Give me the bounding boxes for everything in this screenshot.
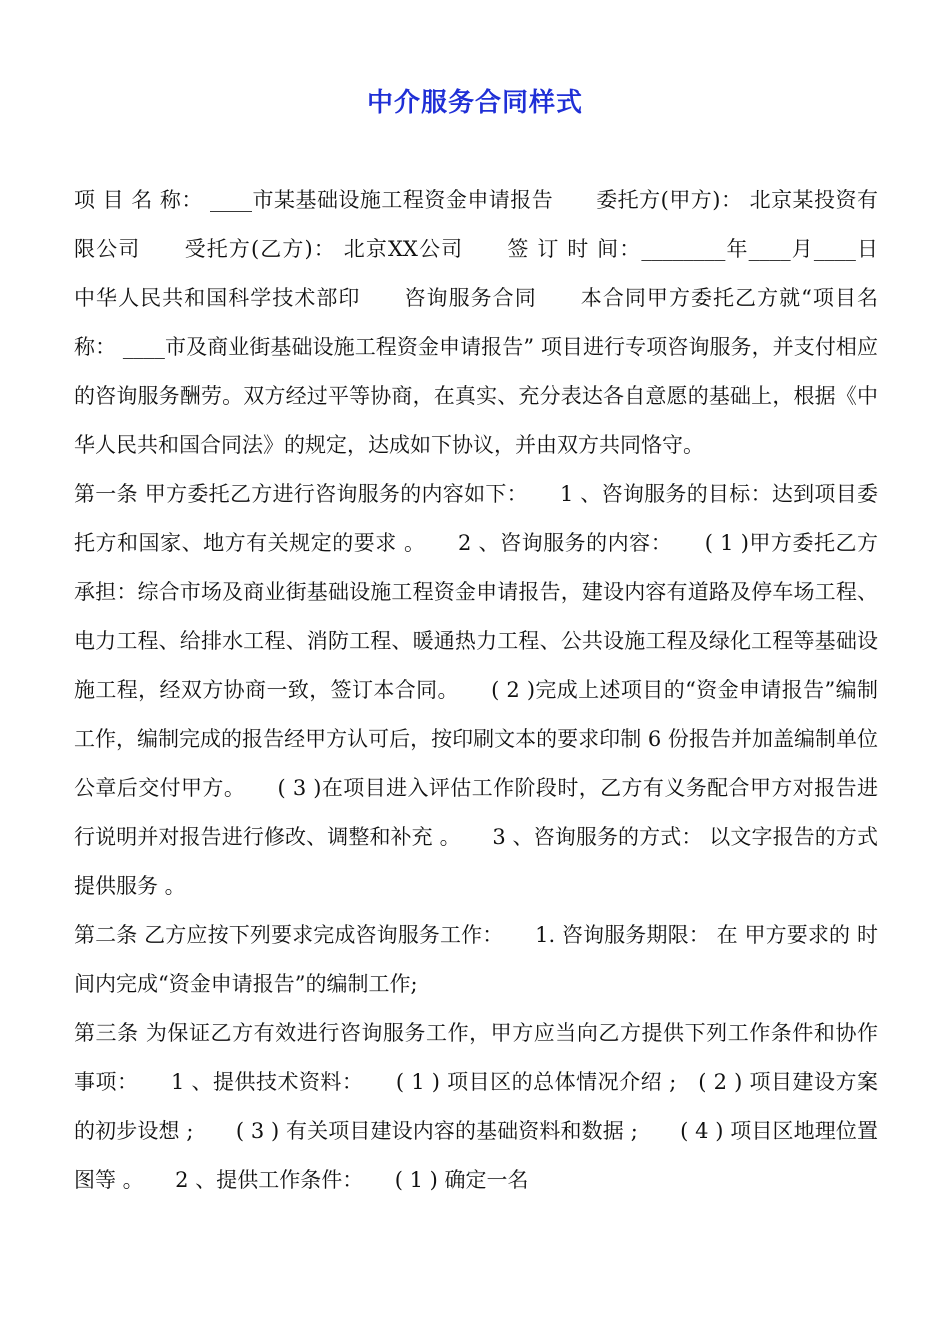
document-body	[74, 176, 920, 1205]
article-one-paragraph: 第一条 甲方委托乙方进行咨询服务的内容如下： 1 、咨询服务的目标：达到项目委托方和国家、地方有关规定的要求 。 2 、咨询服务的内容： ( 1 )甲方委托乙方承担：综合市场及商业街基础设施工程资金申请报告，建设内容有道路及停车场工程、电力工程、给排水工程、消防工程、暖通热力工程、公共设施工程及绿化工程等基础设施工程，经双方协商一致，签订本合同。 ( 2 )完成上述项目的“资金申请报告”编制工作，编制完成的报告经甲方认可后，按印刷文本的要求印制 6 份报告并加盖编制单位公章后交付甲方。 ( 3 )在项目进入评估工作阶段时，乙方有义务配合甲方对报告进行说明并对报告进行修改、调整和补充 。 3 、咨询服务的方式： 以文字报告的方式提供服务 。	[74, 482, 878, 898]
article-two-paragraph: 第二条 乙方应按下列要求完成咨询服务工作： 1. 咨询服务期限： 在 甲方要求的 时间内完成“资金申请报告”的编制工作;	[74, 923, 878, 996]
contract-intro-paragraph: 项 目 名 称： ____市某基础设施工程资金申请报告 委托方(甲方)： 北京某投资有限公司 受托方(乙方)： 北京XX公司 签 订 时 间：________年____月____日 中华人民共和国科学技术部印 咨询服务合同 本合同甲方委托乙方就“项目名称： ____市及商业街基础设施工程资金申请报告” 项目进行专项咨询服务，并支付相应的咨询服务酬劳。双方经过平等协商，在真实、充分表达各自意愿的基础上，根据《中华人民共和国合同法》的规定，达成如下协议，并由双方共同恪守。	[74, 188, 920, 457]
document-title: 中介服务合同样式	[366, 88, 583, 118]
article-three-paragraph: 第三条 为保证乙方有效进行咨询服务工作，甲方应当向乙方提供下列工作条件和协作事项： 1 、提供技术资料： ( 1 ) 项目区的总体情况介绍 ; ( 2 ) 项目建设方案的初步设想 ; ( 3 ) 有关项目建设内容的基础资料和数据 ; ( 4 ) 项目区地理位置图等 。 2 、提供工作条件： ( 1 ) 确定一名	[74, 1021, 878, 1192]
